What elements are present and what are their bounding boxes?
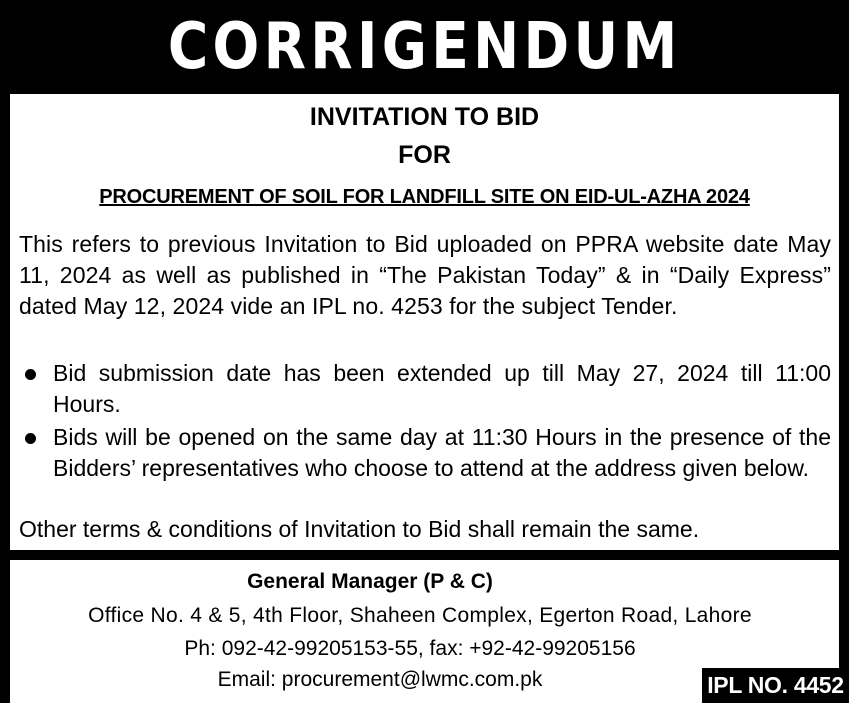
bullet-text: Bid submission date has been extended up till May 27, 2024 till 11:00 Hours. — [53, 360, 831, 417]
intro-paragraph: This refers to previous Invitation to Bid uploaded on PPRA website date May 11, 2024 as well as published in “The Pakistan Today” & in “Daily Express” dated May 12, 2024 vide an IPL no. 4253 for the subject Tender. — [19, 231, 831, 319]
contact-phone-fax: Ph: 092-42-99205153-55, fax: +92-42-99205156 — [184, 637, 636, 660]
header-banner — [0, 0, 849, 94]
bullet-icon — [25, 433, 36, 444]
contact-address: Office No. 4 & 5, 4th Floor, Shaheen Complex, Egerton Road, Lahore — [88, 604, 752, 627]
ipl-number-badge: IPL NO. 4452 — [702, 668, 849, 703]
closing-paragraph: Other terms & conditions of Invitation to Bid shall remain the same. — [19, 516, 700, 542]
contact-title: General Manager (P & C) — [247, 570, 493, 593]
bullet-list — [19, 358, 831, 486]
page-title: CORRIGENDUM — [167, 10, 682, 84]
bullet-text: Bids will be opened on the same day at 11:30 Hours in the presence of the Bidders’ representatives who choose to attend at the address given below. — [53, 424, 831, 481]
bullet-item-submission — [19, 358, 831, 420]
heading-for: FOR — [398, 141, 451, 169]
heading-invitation: INVITATION TO BID — [309, 103, 540, 131]
bullet-icon — [25, 369, 36, 380]
heading-subject: PROCUREMENT OF SOIL FOR LANDFILL SITE ON EID-UL-AZHA 2024 — [99, 186, 750, 208]
contact-email: Email: procurement@lwmc.com.pk — [217, 668, 543, 691]
notice-body — [10, 94, 839, 550]
bullet-item-opening — [19, 422, 831, 484]
